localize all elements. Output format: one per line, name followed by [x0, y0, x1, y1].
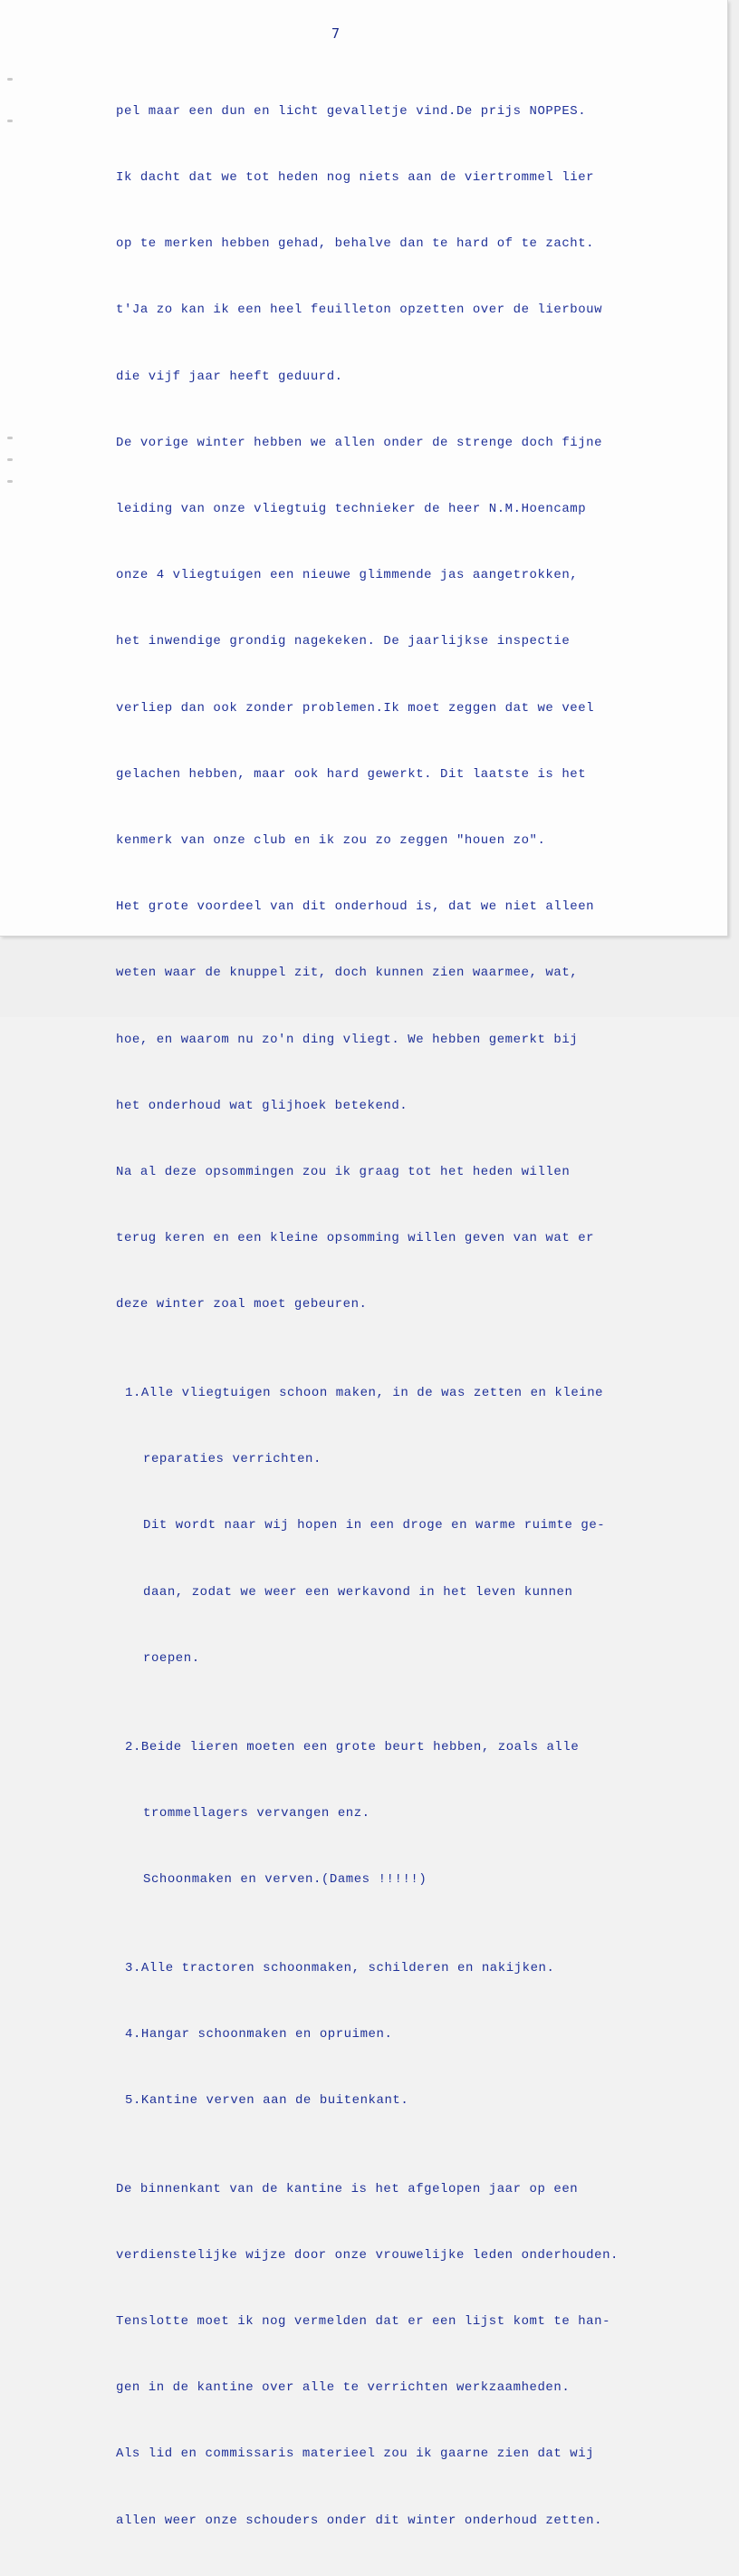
list-item-continuation: Dit wordt naar wij hopen in een droge en warme ruimte ge-: [143, 1518, 606, 1533]
punch-mark: [7, 120, 13, 122]
text-line: Het grote voordeel van dit onderhoud is, dat we niet alleen: [116, 899, 595, 915]
text-line: De binnenkant van de kantine is het afgelopen jaar op een: [116, 2181, 579, 2196]
text-line: die vijf jaar heeft geduurd.: [116, 369, 343, 384]
list-item-continuation: roepen.: [143, 1650, 200, 1666]
list-item-continuation: daan, zodat we weer een werkavond in het leven kunnen: [143, 1584, 573, 1600]
text-line: verliep dan ook zonder problemen.Ik moet zeggen dat we veel: [116, 700, 595, 716]
text-line: op te merken hebben gehad, behalve dan te hard of te zacht.: [116, 236, 595, 252]
text-line: leiding van onze vliegtuig technieker de heer N.M.Hoencamp: [116, 502, 587, 517]
text-line: De vorige winter hebben we allen onder de strenge doch fijne: [116, 435, 603, 450]
text-line: terug keren en een kleine opsomming willen geven van wat er: [116, 1231, 595, 1246]
list-item-1: 1.Alle vliegtuigen schoon maken, in de was zetten en kleine: [125, 1386, 604, 1401]
list-item-continuation: trommellagers vervangen enz.: [143, 1805, 370, 1821]
punch-mark: [7, 437, 13, 439]
list-item-2: 2.Beide lieren moeten een grote beurt hebben, zoals alle: [125, 1739, 580, 1754]
punch-mark: [7, 78, 13, 81]
text-line: gelachen hebben, maar ook hard gewerkt. Dit laatste is het: [116, 766, 587, 782]
text-line: deze winter zoal moet gebeuren.: [116, 1297, 368, 1312]
text-line: onze 4 vliegtuigen een nieuwe glimmende jas aangetrokken,: [116, 568, 579, 583]
text-line: allen weer onze schouders onder dit winter onderhoud zetten.: [116, 2513, 603, 2528]
text-line: Na al deze opsommingen zou ik graag tot het heden willen: [116, 1165, 571, 1180]
text-line: t'Ja zo kan ik een heel feuilleton opzetten over de lierbouw: [116, 303, 603, 318]
list-item-continuation: Schoonmaken en verven.(Dames !!!!!): [143, 1871, 427, 1887]
text-line: pel maar een dun en licht gevalletje vind.De prijs NOPPES.: [116, 103, 587, 119]
list-item-3: 3.Alle tractoren schoonmaken, schilderen en nakijken.: [125, 1960, 555, 1975]
list-item-4: 4.Hangar schoonmaken en opruimen.: [125, 2026, 393, 2042]
text-line: gen in de kantine over alle te verrichten werkzaamheden.: [116, 2380, 571, 2396]
text-line: hoe, en waarom nu zo'n ding vliegt. We hebben gemerkt bij: [116, 1032, 579, 1047]
typed-letter-body: [116, 56, 714, 2576]
text-line: het onderhoud wat glijhoek betekend.: [116, 1098, 408, 1113]
punch-mark: [7, 458, 13, 461]
list-item-continuation: reparaties verrichten.: [143, 1452, 322, 1467]
text-line: verdienstelijke wijze door onze vrouwelijke leden onderhouden.: [116, 2247, 619, 2263]
text-line: kenmerk van onze club en ik zou zo zeggen "houen zo".: [116, 833, 546, 849]
text-line: Als lid en commissaris materieel zou ik gaarne zien dat wij: [116, 2446, 595, 2462]
text-line: weten waar de knuppel zit, doch kunnen zien waarmee, wat,: [116, 966, 579, 981]
text-line: Tenslotte moet ik nog vermelden dat er een lijst komt te han-: [116, 2313, 611, 2329]
text-line: Ik dacht dat we tot heden nog niets aan de viertrommel lier: [116, 170, 595, 186]
page-number: 7: [331, 25, 341, 42]
text-line: het inwendige grondig nagekeken. De jaarlijkse inspectie: [116, 634, 571, 649]
punch-mark: [7, 480, 13, 483]
list-item-5: 5.Kantine verven aan de buitenkant.: [125, 2092, 409, 2108]
